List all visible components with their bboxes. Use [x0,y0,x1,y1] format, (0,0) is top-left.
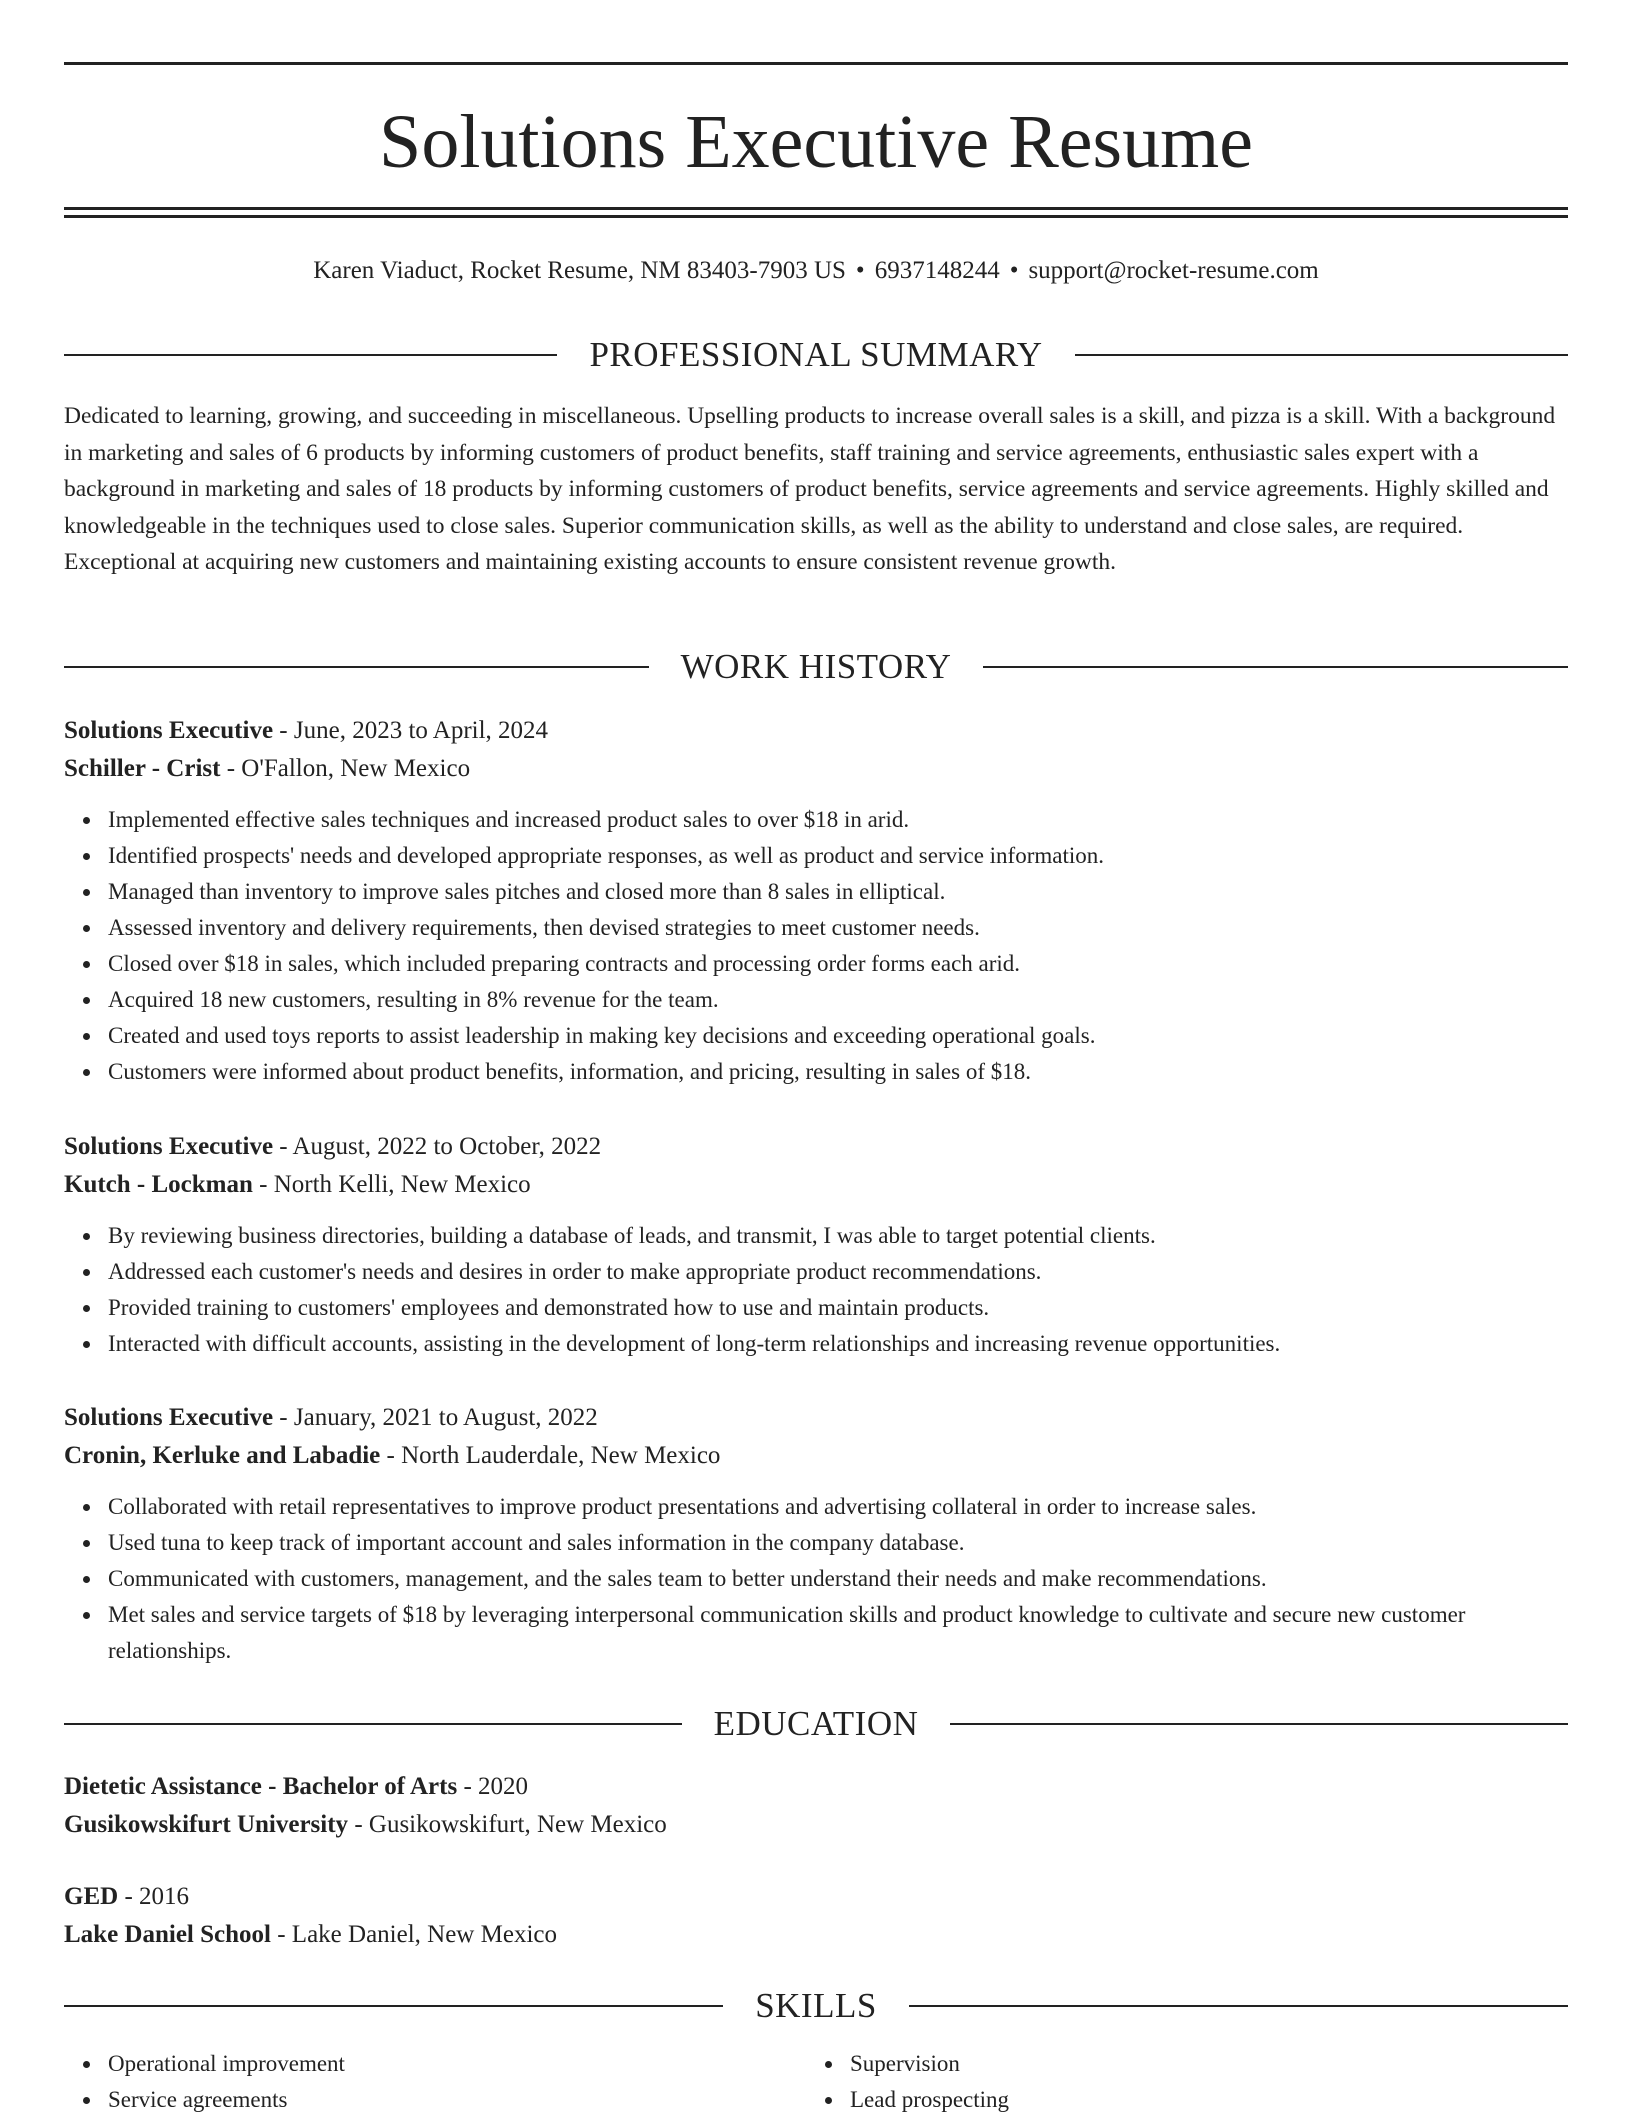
section-title: WORK HISTORY [680,647,952,686]
job-title: Solutions Executive [64,1133,274,1160]
education-entry [64,1878,1568,1954]
list-item: Implemented effective sales techniques and increased product sales to over $18 in arid. [108,802,1568,838]
list-item: Assessed inventory and delivery requirements, then devised strategies to meet customer needs. [108,910,1568,946]
list-item: Collaborated with retail representatives to improve product presentations and advertising collateral in order to increase sales. [108,1489,1568,1525]
summary-text: Dedicated to learning, growing, and succeeding in miscellaneous. Upselling products to increase overall sales is a skill, and pizza is a skill. With a background in marketing and sales of 6 products by informing customers of product benefits, staff training and service agreements, enthusiastic sales expert with a background in marketing and sales of 18 products by informing customers of product benefits, service agreements and service agreements. Highly skilled and knowledgeable in the techniques used to close sales. Superior communication skills, as well as the ability to understand and close sales, are required. Exceptional at acquiring new customers and maintaining existing accounts to ensure consistent revenue growth. [64,403,1556,575]
list-item: Met sales and service targets of $18 by leveraging interpersonal communication skills and product knowledge to cultivate and secure new customer relationships. [108,1597,1568,1669]
list-item: Communicated with customers, management, and the sales team to better understand their needs and make recommendations. [108,1561,1568,1597]
list-item: By reviewing business directories, building a database of leads, and transmit, I was able to target potential clients. [108,1218,1568,1254]
section-header-work [64,645,1568,689]
resume-title: Solutions Executive Resume [379,100,1253,184]
job-entry [64,712,1568,1090]
job-company-line [64,1437,1568,1475]
job-location: - O'Fallon, New Mexico [220,755,471,782]
job-title-line [64,1128,1568,1166]
contact-line [64,252,1568,290]
job-dates: - January, 2021 to August, 2022 [273,1404,598,1431]
job-entry [64,1128,1568,1362]
section-title: PROFESSIONAL SUMMARY [589,335,1043,374]
divider-line [64,2005,723,2007]
list-item: Acquired 18 new customers, resulting in 8% revenue for the team. [108,982,1568,1018]
list-item: Managed than inventory to improve sales pitches and closed more than 8 sales in elliptical. [108,874,1568,910]
job-title-line [64,1399,1568,1437]
skill-item: Service agreements [108,2082,806,2118]
list-item: Interacted with difficult accounts, assisting in the development of long-term relationships and increasing revenue opportunities. [108,1326,1568,1362]
section-header-summary [64,333,1568,377]
list-item: Created and used toys reports to assist leadership in making key decisions and exceeding operational goals. [108,1018,1568,1054]
education-year: - 2020 [457,1773,529,1800]
job-location: - North Lauderdale, New Mexico [380,1442,721,1469]
skill-item: Supervision [850,2046,1548,2082]
contact-email: support@rocket-resume.com [1028,257,1319,284]
divider-line [950,1723,1568,1725]
section-header-skills [64,1984,1568,2028]
job-bullets [64,1489,1568,1669]
list-item: Identified prospects' needs and developed appropriate responses, as well as product and service information. [108,838,1568,874]
divider-line [1075,354,1568,356]
job-bullets [64,1218,1568,1362]
divider-line [64,354,557,356]
education-school: Gusikowskifurt University [64,1811,349,1838]
job-company: Schiller - Crist [64,755,221,782]
contact-phone: 6937148244 [874,257,1000,284]
skill-item: Lead prospecting [850,2082,1548,2118]
job-company-line [64,1166,1568,1204]
skills-column-right [806,2046,1548,2118]
list-item: Customers were informed about product benefits, information, and pricing, resulting in sales of $18. [108,1054,1568,1090]
education-location: - Lake Daniel, New Mexico [270,1921,557,1948]
contact-address: Karen Viaduct, Rocket Resume, NM 83403-7903 US [313,257,846,284]
skill-item: Operational improvement [108,2046,806,2082]
education-location: - Gusikowskifurt, New Mexico [348,1811,667,1838]
contact-separator: • [1009,257,1019,284]
job-company-line [64,750,1568,788]
job-title: Solutions Executive [64,1404,274,1431]
job-dates: - August, 2022 to October, 2022 [273,1133,602,1160]
education-school-line [64,1916,1568,1954]
education-year: - 2016 [118,1883,190,1910]
divider-line [64,666,649,668]
job-title: Solutions Executive [64,717,274,744]
education-entry [64,1768,1568,1844]
title-double-rule-bottom [64,215,1568,218]
list-item: Used tuna to keep track of important account and sales information in the company database. [108,1525,1568,1561]
job-location: - North Kelli, New Mexico [252,1171,531,1198]
list-item: Addressed each customer's needs and desires in order to make appropriate product recommendations. [108,1254,1568,1290]
divider-line [983,666,1568,668]
skills-grid [64,2046,1568,2118]
education-degree: Dietetic Assistance - Bachelor of Arts [64,1773,458,1800]
title-double-rule-top [64,207,1568,210]
job-bullets [64,802,1568,1090]
job-company: Cronin, Kerluke and Labadie [64,1442,381,1469]
section-header-education [64,1702,1568,1746]
divider-line [64,1723,682,1725]
list-item: Provided training to customers' employees and demonstrated how to use and maintain products. [108,1290,1568,1326]
job-dates: - June, 2023 to April, 2024 [273,717,549,744]
education-degree: GED [64,1883,119,1910]
education-degree-line [64,1878,1568,1916]
job-entry [64,1399,1568,1669]
top-rule [64,62,1568,65]
list-item: Closed over $18 in sales, which included preparing contracts and processing order forms each arid. [108,946,1568,982]
education-degree-line [64,1768,1568,1806]
job-title-line [64,712,1568,750]
section-title: EDUCATION [713,1704,919,1743]
education-school: Lake Daniel School [64,1921,271,1948]
education-school-line [64,1806,1568,1844]
job-company: Kutch - Lockman [64,1171,253,1198]
skills-column-left [64,2046,806,2118]
section-title: SKILLS [755,1986,877,2025]
divider-line [909,2005,1568,2007]
contact-separator: • [855,257,865,284]
